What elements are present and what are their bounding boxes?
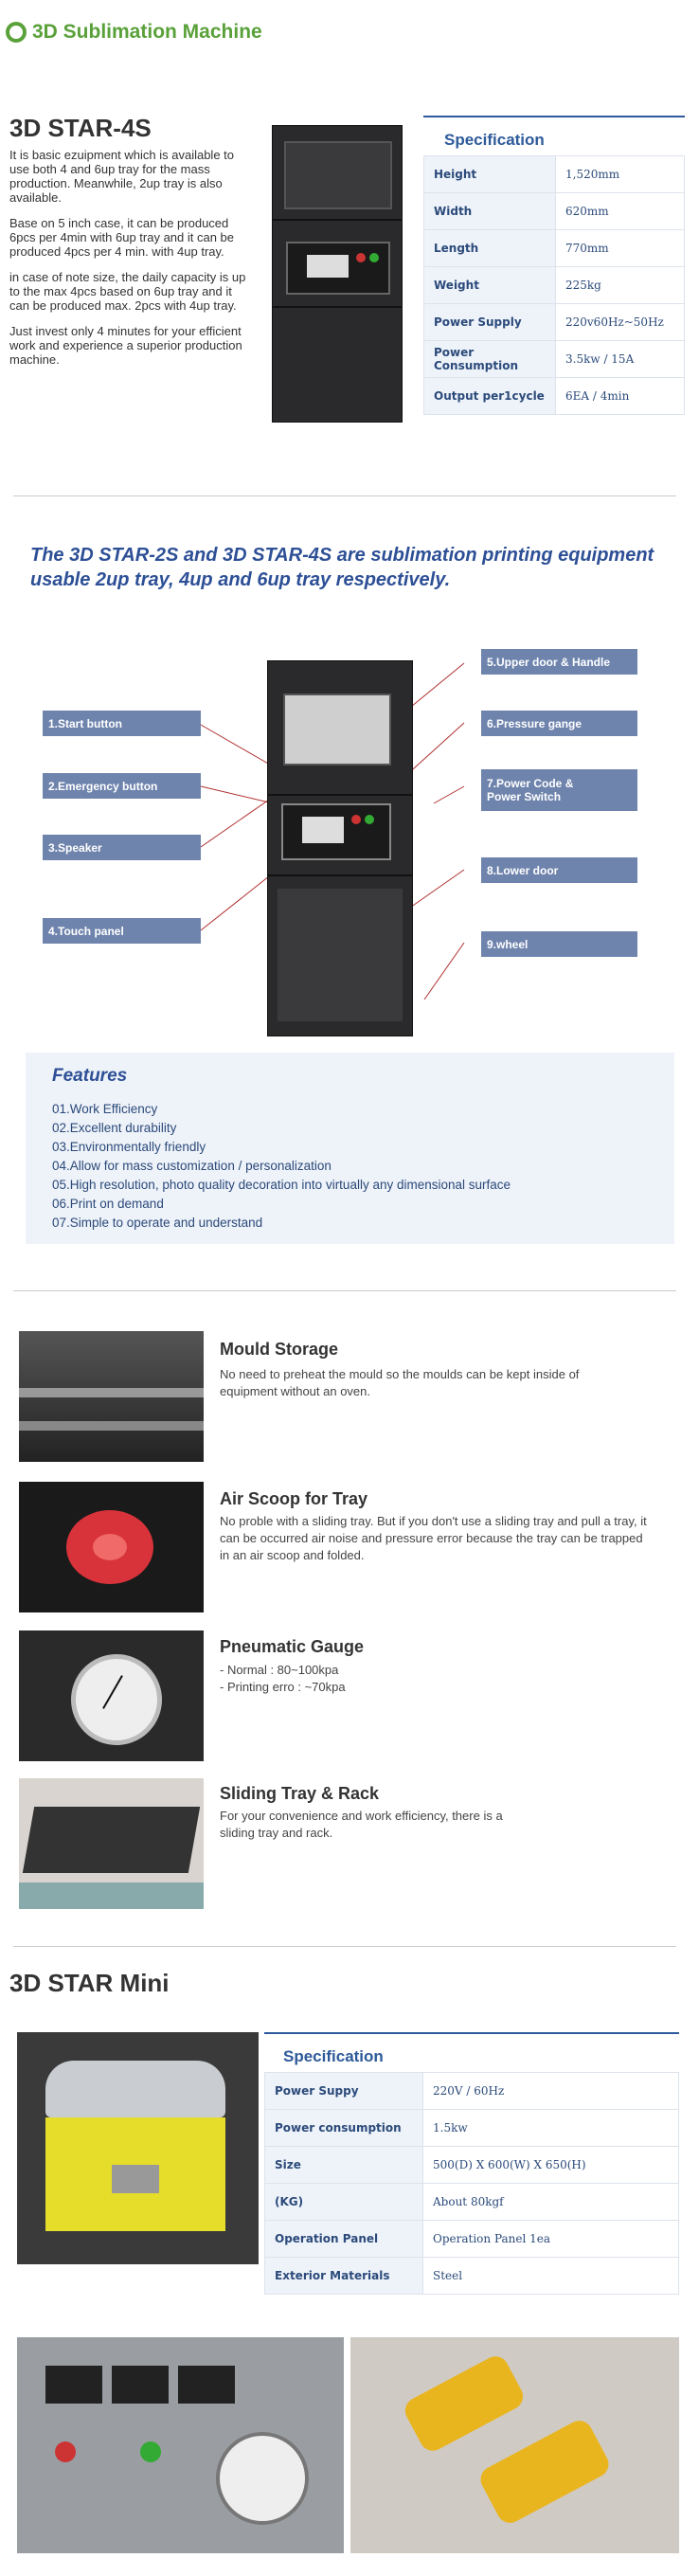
mini-model-title: 3D STAR Mini bbox=[9, 1969, 170, 1997]
features-box bbox=[26, 1053, 674, 1244]
spec-value: 620mm bbox=[556, 193, 685, 230]
spec-value: Operation Panel 1ea bbox=[423, 2221, 679, 2258]
spec-key: Power Supply bbox=[424, 304, 556, 341]
section-title bbox=[6, 21, 262, 44]
spec-key: Power Consumption bbox=[424, 341, 556, 378]
detail-title: Mould Storage bbox=[220, 1340, 338, 1359]
divider bbox=[13, 1290, 676, 1291]
spec-key: Output per1cycle bbox=[424, 378, 556, 415]
spec-key: Width bbox=[424, 193, 556, 230]
spec-key: Weight bbox=[424, 267, 556, 304]
detail-title: Air Scoop for Tray bbox=[220, 1489, 368, 1508]
spec-key: (KG) bbox=[265, 2184, 423, 2221]
mini-spec-table bbox=[264, 2032, 679, 2295]
spec-value: 225kg bbox=[556, 267, 685, 304]
model-paragraph: Base on 5 inch case, it can be produced 6pcs per 4min with 6up tray and it can be produced 4pcs per 4 min. with 4up tray. bbox=[9, 216, 235, 259]
spec-key: Power consumption bbox=[265, 2110, 423, 2147]
part-label-emergency-button: 2.Emergency button bbox=[43, 773, 201, 799]
spec-value: 3.5kw / 15A bbox=[556, 341, 685, 378]
circle-bullet-icon bbox=[6, 22, 27, 43]
features-list bbox=[52, 1100, 511, 1233]
table-row bbox=[265, 2221, 679, 2258]
spec-header: Specification bbox=[444, 131, 545, 149]
mini-machine-photo bbox=[17, 2032, 259, 2264]
spec-key: Power Suppy bbox=[265, 2073, 423, 2110]
part-label-speaker: 3.Speaker bbox=[43, 835, 201, 860]
spec-value: 220V / 60Hz bbox=[423, 2073, 679, 2110]
spec-header: Specification bbox=[283, 2047, 384, 2065]
spec-value: About 80kgf bbox=[423, 2184, 679, 2221]
spec-value: 500(D) X 600(W) X 650(H) bbox=[423, 2147, 679, 2184]
part-label-touch-panel: 4.Touch panel bbox=[43, 918, 201, 944]
table-row bbox=[424, 230, 685, 267]
table-row bbox=[424, 156, 685, 193]
list-item: 06.Print on demand bbox=[52, 1197, 164, 1211]
spec-table bbox=[423, 116, 685, 415]
detail-text: No proble with a sliding tray. But if you don't use a sliding tray and pull a tray, it can be occurred air noise and pressure error because the tray can be trapped in an air scoop and folded. bbox=[220, 1514, 647, 1562]
spec-value: 1,520mm bbox=[556, 156, 685, 193]
spec-value: Steel bbox=[423, 2258, 679, 2295]
list-item: 02.Excellent durability bbox=[52, 1121, 177, 1135]
list-item: 04.Allow for mass customization / personalization bbox=[52, 1159, 332, 1173]
mini-tray-photo bbox=[350, 2337, 679, 2553]
air-scoop-photo bbox=[19, 1482, 204, 1612]
mould-storage-photo bbox=[19, 1331, 204, 1462]
table-row bbox=[424, 341, 685, 378]
detail-title: Pneumatic Gauge bbox=[220, 1637, 365, 1656]
spec-value: 1.5kw bbox=[423, 2110, 679, 2147]
mini-panel-photo bbox=[17, 2337, 344, 2553]
list-item: 05.High resolution, photo quality decoration into virtually any dimensional surface bbox=[52, 1178, 511, 1192]
spec-value: 770mm bbox=[556, 230, 685, 267]
list-item: 07.Simple to operate and understand bbox=[52, 1216, 263, 1230]
spec-key: Operation Panel bbox=[265, 2221, 423, 2258]
machine-photo bbox=[272, 125, 403, 423]
divider bbox=[13, 495, 676, 496]
table-row bbox=[265, 2258, 679, 2295]
table-row bbox=[265, 2110, 679, 2147]
table-row bbox=[424, 304, 685, 341]
headline: The 3D STAR-2S and 3D STAR-4S are sublimation printing equipment usable 2up tray, 4up and 6up tray respectively. bbox=[30, 545, 654, 590]
detail-title: Sliding Tray & Rack bbox=[220, 1784, 380, 1803]
spec-value: 220v60Hz~50Hz bbox=[556, 304, 685, 341]
sliding-tray-photo bbox=[19, 1778, 204, 1909]
model-description bbox=[9, 148, 251, 378]
spec-rows bbox=[264, 2072, 679, 2295]
detail-text: - Normal : 80~100kpa - Printing erro : ~70kpa bbox=[220, 1663, 346, 1694]
model-paragraph: Just invest only 4 minutes for your efficient work and experience a superior production machine. bbox=[9, 324, 242, 367]
detail-text: No need to preheat the mould so the moulds can be kept inside of equipment without an oven. bbox=[220, 1367, 580, 1398]
table-row bbox=[424, 378, 685, 415]
features-title: Features bbox=[52, 1066, 128, 1086]
table-row bbox=[424, 267, 685, 304]
table-row bbox=[265, 2073, 679, 2110]
model-paragraph: in case of note size, the daily capacity is up to the max 4pcs based on 6up tray and it can be produced max. 2pcs with 4up tray. bbox=[9, 270, 246, 313]
spec-key: Height bbox=[424, 156, 556, 193]
part-label-pressure-gauge: 6.Pressure gange bbox=[481, 711, 637, 736]
pneumatic-gauge-photo bbox=[19, 1630, 204, 1761]
divider bbox=[13, 1946, 676, 1947]
spec-rows bbox=[423, 155, 685, 415]
part-label-lower-door: 8.Lower door bbox=[481, 857, 637, 883]
model-title: 3D STAR-4S bbox=[9, 114, 152, 142]
list-item: 01.Work Efficiency bbox=[52, 1102, 158, 1116]
detail-text: For your convenience and work efficiency, there is a sliding tray and rack. bbox=[220, 1809, 503, 1840]
model-paragraph: It is basic ezuipment which is available to use both 4 and 6up tray for the mass production. Meanwhile, 2up tray is also available. bbox=[9, 148, 235, 205]
part-label-upper-door: 5.Upper door & Handle bbox=[481, 649, 637, 675]
part-label-wheel: 9.wheel bbox=[481, 931, 637, 957]
table-row bbox=[424, 193, 685, 230]
part-label-start-button: 1.Start button bbox=[43, 711, 201, 736]
spec-key: Size bbox=[265, 2147, 423, 2184]
list-item: 03.Environmentally friendly bbox=[52, 1140, 206, 1154]
section-title-text: 3D Sublimation Machine bbox=[32, 21, 262, 43]
machine-diagram-photo bbox=[267, 660, 413, 1036]
table-row bbox=[265, 2184, 679, 2221]
spec-value: 6EA / 4min bbox=[556, 378, 685, 415]
part-label-power-switch: 7.Power Code & Power Switch bbox=[481, 769, 637, 811]
spec-key: Exterior Materials bbox=[265, 2258, 423, 2295]
spec-key: Length bbox=[424, 230, 556, 267]
table-row bbox=[265, 2147, 679, 2184]
